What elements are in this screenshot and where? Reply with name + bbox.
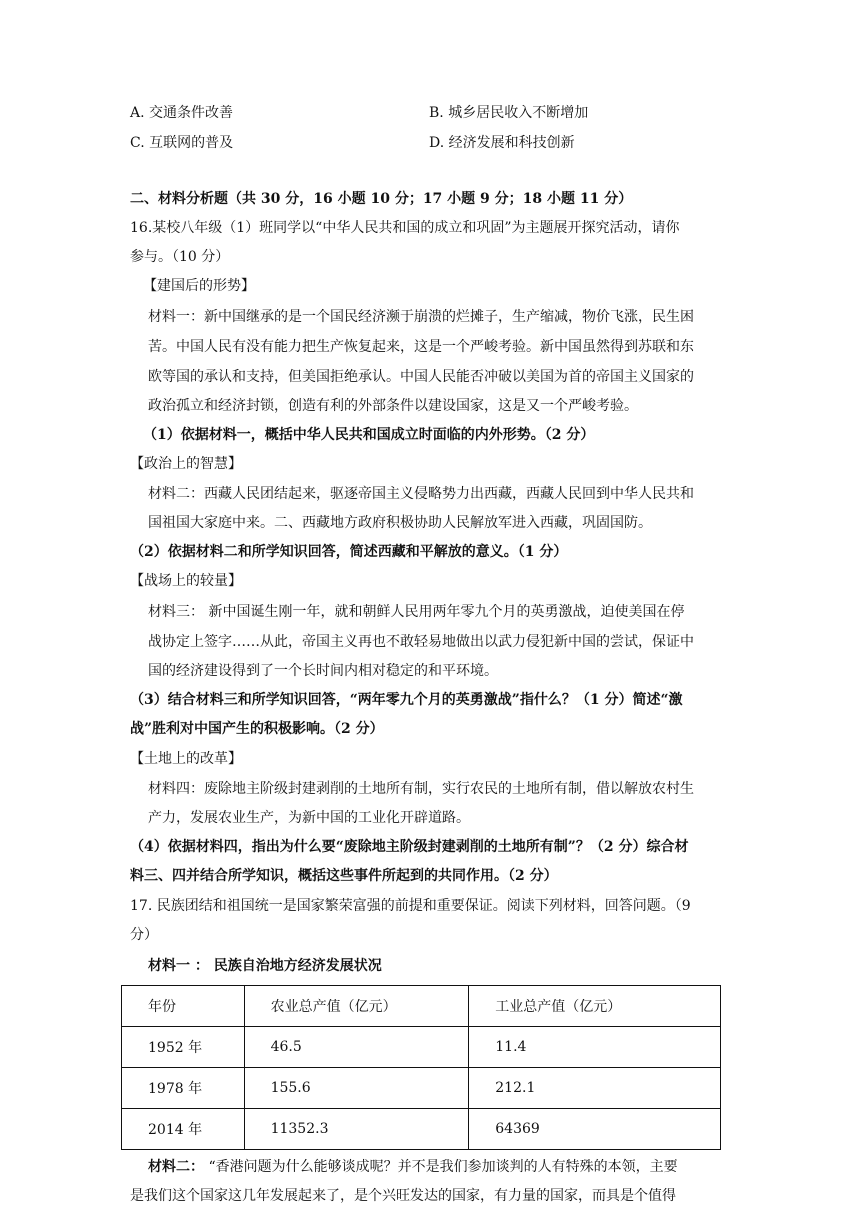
q16-question4-line1: （4）依据材料四，指出为什么要“废除地主阶级封建剥削的土地所有制”？（2 分）综合材 [130,839,689,855]
table-cell: 1952 年 [122,1027,245,1068]
q16-material3-line3: 国的经济建设得到了一个长时间内相对稳定的和平环境。 [148,663,498,679]
q16-section3-title: 【战场上的较量】 [130,573,242,589]
table-header-row [122,986,721,1027]
q16-material2-line1: 材料二：西藏人民团结起来，驱逐帝国主义侵略势力出西藏，西藏人民回到中华人民共和 [148,486,694,502]
q16-question1: （1）依据材料一，概括中华人民共和国成立时面临的内外形势。（2 分） [143,427,595,443]
table-cell: 46.5 [244,1027,469,1068]
q17-material2-line2: 是我们这个国家这几年发展起来了，是个兴旺发达的国家，有力量的国家，而具是个值得 [130,1188,676,1204]
table-cell: 11.4 [469,1027,721,1068]
option-d: D. 经济发展和科技创新 [429,135,575,151]
q16-material4-line1: 材料四：废除地主阶级封建剥削的土地所有制，实行农民的土地所有制，借以解放农村生 [148,781,694,797]
q16-section1-title: 【建国后的形势】 [143,278,255,294]
option-c: C. 互联网的普及 [130,135,234,151]
q16-material1-line4: 政治孤立和经济封锁，创造有利的外部条件以建设国家，这是又一个严峻考验。 [148,398,638,414]
q16-intro-line2: 参与。（10 分） [130,249,230,265]
table-cell: 155.6 [244,1068,469,1109]
q17-material2-text: “香港问题为什么能够谈成呢？并不是我们参加谈判的人有特殊的本领，主要 [204,1159,678,1175]
q16-material2-line2: 国祖国大家庭中来。二、西藏地方政府积极协助人民解放军进入西藏，巩固国防。 [148,515,652,531]
table-cell: 64369 [469,1109,721,1150]
q16-question4-line2: 料三、四并结合所学知识，概括这些事件所起到的共同作用。（2 分） [130,868,558,884]
table-header-cell: 工业总产值（亿元） [469,986,721,1027]
table-header-cell: 年份 [122,986,245,1027]
q16-material1-line2: 苦。中国人民有没有能力把生产恢复起来，这是一个严峻考验。新中国虽然得到苏联和东 [148,339,694,355]
q17-material2-line1 [148,1157,678,1177]
section2-heading: 二、材料分析题（共 30 分，16 小题 10 分；17 小题 9 分；18 小题 11 分） [130,191,633,207]
economic-data-table [121,985,721,1150]
table-cell: 212.1 [469,1068,721,1109]
q16-material4-line2: 产力，发展农业生产，为新中国的工业化开辟道路。 [148,810,470,826]
table-cell: 1978 年 [122,1068,245,1109]
q16-question3-line1: （3）结合材料三和所学知识回答，“两年零九个月的英勇激战”指什么？（1 分）简述“激 [130,692,683,708]
table-cell: 2014 年 [122,1109,245,1150]
table-row [122,1027,721,1068]
q17-intro-line2: 分） [130,927,158,943]
table-row [122,1068,721,1109]
table-row [122,1109,721,1150]
q16-section2-title: 【政治上的智慧】 [130,456,242,472]
table-cell: 11352.3 [244,1109,469,1150]
q16-question3-line2: 战”胜利对中国产生的积极影响。（2 分） [130,721,384,737]
q16-question2: （2）依据材料二和所学知识回答，简述西藏和平解放的意义。（1 分） [130,544,568,560]
q16-material1-line3: 欧等国的承认和支持，但美国拒绝承认。中国人民能否冲破以美国为首的帝国主义国家的 [148,369,694,385]
q16-intro-line1: 16.某校八年级（1）班同学以“中华人民共和国的成立和巩固”为主题展开探究活动，请你 [130,220,680,236]
q17-material1-title: 材料一 ： 民族自治地方经济发展状况 [148,958,382,974]
table-header-cell: 农业总产值（亿元） [244,986,469,1027]
q16-section4-title: 【土地上的改革】 [130,751,242,767]
option-b: B. 城乡居民收入不断增加 [429,105,589,121]
q17-intro-line1: 17. 民族团结和祖国统一是国家繁荣富强的前提和重要保证。阅读下列材料，回答问题。（9 [130,898,691,914]
q16-material3-line1: 材料三： 新中国诞生刚一年，就和朝鲜人民用两年零九个月的英勇激战，迫使美国在停 [148,604,685,620]
q16-material1-line1: 材料一：新中国继承的是一个国民经济濒于崩溃的烂摊子，生产缩减，物价飞涨，民生困 [148,309,694,325]
option-a: A. 交通条件改善 [130,105,234,121]
q16-material3-line2: 战协定上签字……从此，帝国主义再也不敢轻易地做出以武力侵犯新中国的尝试，保证中 [148,634,694,650]
q17-material2-label: 材料二： [148,1159,204,1175]
